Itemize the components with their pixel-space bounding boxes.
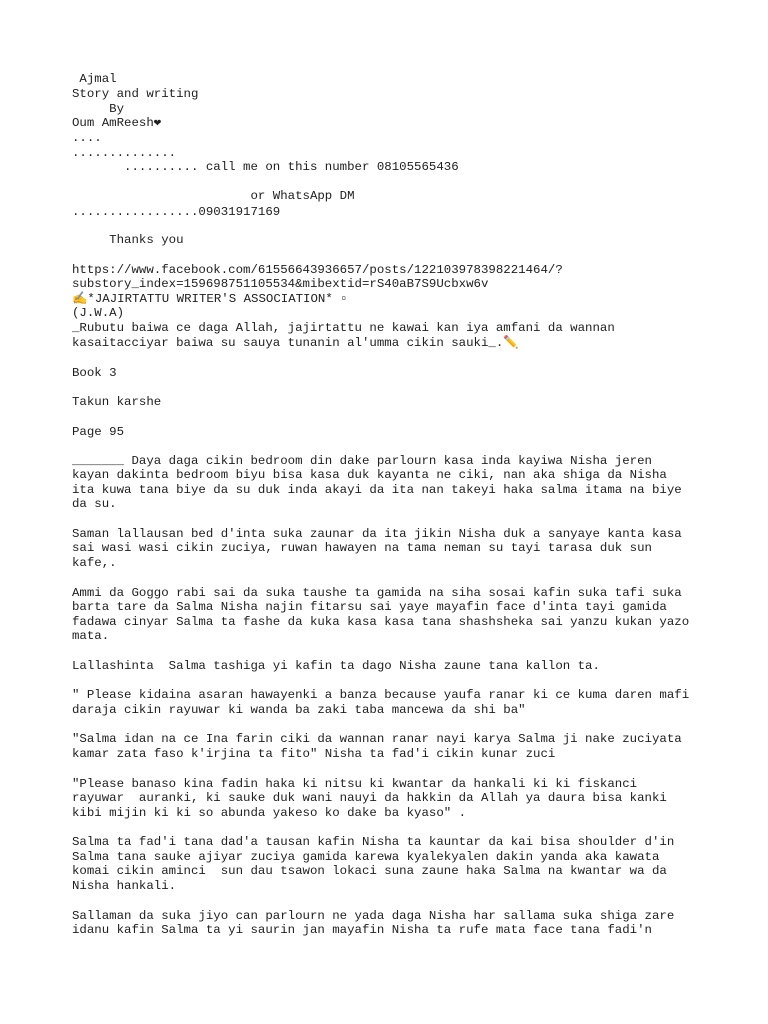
document-line: Takun karshe	[72, 395, 162, 409]
document-line: _Rubutu baiwa ce daga Allah, jajirtattu ne kawai kan iya amfani da wannan	[72, 321, 615, 335]
document-line: Saman lallausan bed d'inta suka zaunar da ita jikin Nisha duk a sanyaye kanta kasa	[72, 527, 682, 541]
document-line: Thanks you	[72, 233, 184, 247]
document-line: " Please kidaina asaran hawayenki a banza because yaufa ranar ki ce kuma daren mafi	[72, 688, 690, 702]
document-line: Salma tana sauke ajiyar zuciya gamida karewa kyalekyalen dakin yanda aka kawata	[72, 850, 660, 864]
document-line: Book 3	[72, 366, 117, 380]
document-line: sai wasi wasi cikin zuciya, ruwan hawayen na tama neman su tayi tarasa duk sun	[72, 541, 652, 555]
document-line: Story and writing	[72, 87, 199, 101]
document-line: kasaitacciyar baiwa su sauya tunanin al'umma cikin sauki_.✏️	[72, 336, 519, 350]
document-line: Ajmal	[72, 72, 117, 86]
document-line: kibi mijin ki ki so abunda yakeso ko dake ba kyaso" .	[72, 806, 467, 820]
document-line: fadawa cinyar Salma ta fashe da kuka kasa kasa tana shashsheka sai yanzu kukan yazo	[72, 615, 690, 629]
document-line: Ammi da Goggo rabi sai da suka taushe ta gamida na siha sosai kafin suka tafi suka	[72, 586, 682, 600]
document-line: kayan dakinta bedroom biyu bisa kasa duk kayanta ne ciki, nan aka shiga da Nisha	[72, 468, 667, 482]
document-line: Lallashinta Salma tashiga yi kafin ta dago Nisha zaune tana kallon ta.	[72, 659, 600, 673]
document-line: .......... call me on this number 08105565436	[72, 160, 459, 174]
document-line: Salma ta fad'i tana dad'a tausan kafin Nisha ta kauntar da kai bisa shoulder d'in	[72, 835, 675, 849]
document-line: substory_index=159698751105534&mibextid=rS40aB7S9Ucbxw6v	[72, 277, 489, 291]
document-line: kafe,.	[72, 556, 117, 570]
document-line: idanu kafin Salma ta yi saurin jan mayafin Nisha ta rufe mata face tana fadi'n	[72, 923, 652, 937]
document-line: (J.W.A)	[72, 306, 125, 320]
document-line: Page 95	[72, 425, 125, 439]
document-line: "Salma idan na ce Ina farin ciki da wannan ranar nayi karya Salma ji nake zuciyata	[72, 732, 682, 746]
document-line: komai cikin aminci sun dau tsawon lokaci suna zaune haka Salma na kwantar wa da	[72, 864, 667, 878]
document-line: By	[72, 102, 125, 116]
document-line: ✍️*JAJIRTATTU WRITER'S ASSOCIATION* ▫	[72, 292, 348, 306]
document-line: _______ Daya daga cikin bedroom din dake parlourn kasa inda kayiwa Nisha jeren	[72, 454, 652, 468]
document-line: rayuwar auranki, ki sauke duk wani nauyi da hakkin da Allah ya daura bisa kanki	[72, 791, 667, 805]
document-line: "Please banaso kina fadin haka ki nitsu ki kwantar da hankali ki ki fiskanci	[72, 777, 638, 791]
document-line: da su.	[72, 497, 117, 511]
document-line: .................09031917169	[72, 205, 281, 219]
document-line: ....	[72, 131, 102, 145]
document-line: Nisha hankali.	[72, 879, 177, 893]
document-line: https://www.facebook.com/61556643936657/posts/122103978398221464/?	[72, 263, 563, 277]
document-line: daraja cikin rayuwar ki wanda ba zaki taba mancewa da shi ba"	[72, 703, 526, 717]
document-line: ..............	[72, 146, 177, 160]
document-line: Sallaman da suka jiyo can parlourn ne yada daga Nisha har sallama suka shiga zare	[72, 909, 675, 923]
document-line: mata.	[72, 629, 110, 643]
document-line: Oum AmReesh❤	[72, 116, 162, 130]
document-line: ita kuwa tana biye da su duk inda akayi da ita nan takeyi haka salma itama na biye	[72, 483, 682, 497]
document-line: or WhatsApp DM	[72, 189, 355, 203]
document-line: kamar zata faso k'irjina ta fito" Nisha ta fad'i cikin kunar zuci	[72, 747, 556, 761]
document-line: barta tare da Salma Nisha najin fitarsu sai yaye mayafin face d'inta tayi gamida	[72, 600, 667, 614]
